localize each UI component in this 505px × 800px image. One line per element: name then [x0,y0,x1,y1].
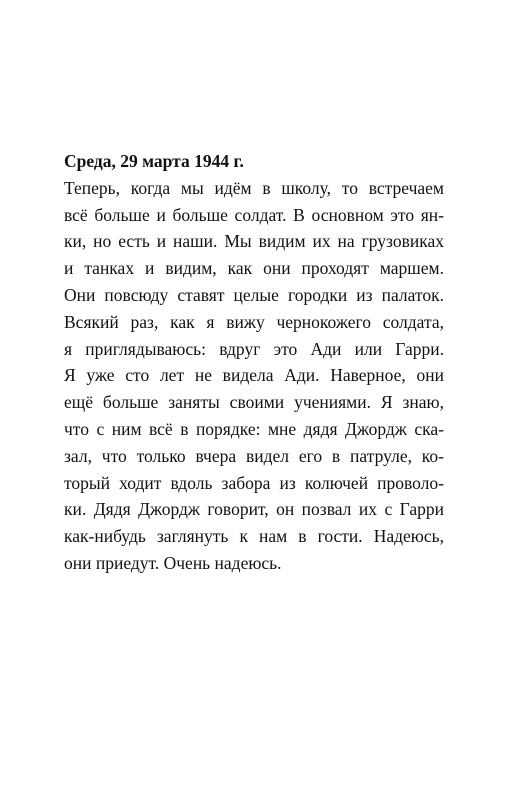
text-line: Они повсюду ставят целые городки из палаток. [64,284,444,305]
text-line: торый ходит вдоль забора из колючей проволо- [64,472,444,493]
text-line: как-нибудь заглянуть к нам в гости. Надеюсь, [64,526,444,547]
text-line: ещё больше заняты своими учениями. Я знаю, [64,392,444,413]
text-line: ки. Дядя Джордж говорит, он позвал их с Гарри [64,499,444,520]
text-line: они приедут. Очень надеюсь. [64,552,282,573]
text-line: и танках и видим, как они проходят маршем. [64,258,444,279]
text-line: что с ним всё в порядке: мне дядя Джордж ска- [64,418,444,439]
diary-entry [64,148,444,577]
entry-date-heading: Среда, 29 марта 1944 г. [64,151,244,171]
text-line: Всякий раз, как я вижу чернокожего солдата, [64,311,444,332]
text-line: ки, но есть и наши. Мы видим их на грузовиках [64,231,444,252]
text-line: Я уже сто лет не видела Ади. Наверное, они [64,365,444,386]
text-line: я приглядываюсь: вдруг это Ади или Гарри. [64,338,444,359]
text-line: Теперь, когда мы идём в школу, то встречаем [64,177,444,198]
text-line: зал, что только вчера видел его в патруле, ко- [64,445,444,466]
text-line: всё больше и больше солдат. В основном это ян- [64,204,444,225]
